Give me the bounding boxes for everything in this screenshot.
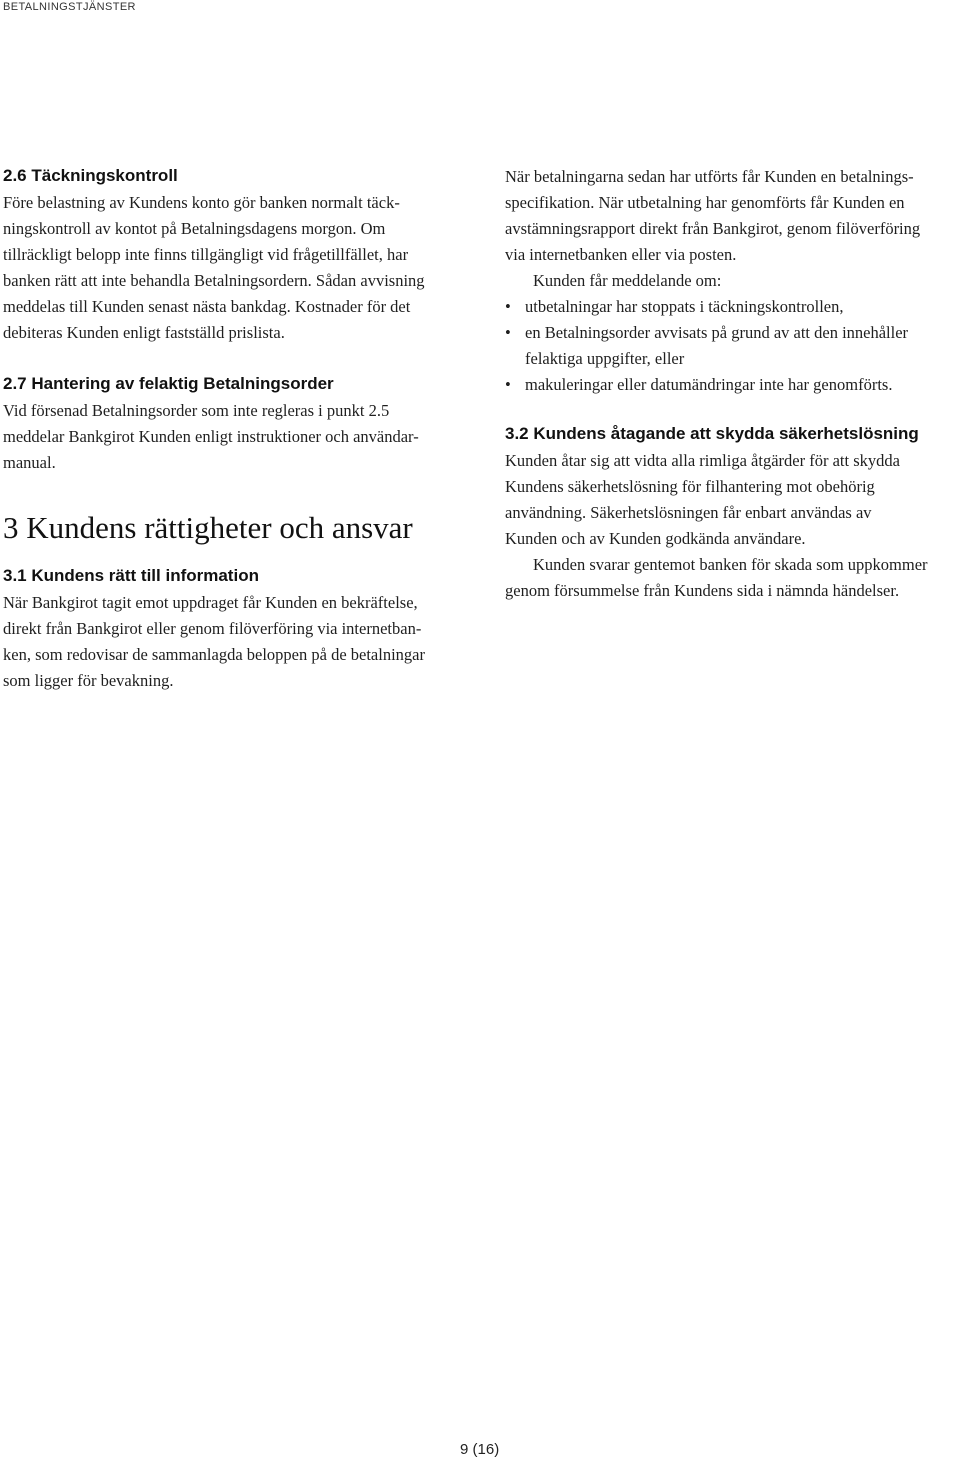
- left-column: [3, 162, 473, 694]
- body-line: via internetbanken eller via posten.: [505, 245, 737, 264]
- bullet-icon: •: [505, 297, 511, 316]
- list-item: [505, 320, 960, 372]
- body-line: Vid försenad Betalningsorder som inte regleras i punkt 2.5: [3, 401, 390, 420]
- body-line: meddelas till Kunden senast nästa bankdag. Kostnader för det: [3, 297, 411, 316]
- list-item-text: utbetalningar har stoppats i täckningskontrollen,: [525, 297, 844, 316]
- section-2-6: [3, 162, 473, 346]
- section-heading: 3.2 Kundens åtagande att skydda säkerhetslösning: [505, 424, 919, 443]
- page-number: 9 (16): [460, 1441, 500, 1458]
- body-line: användning. Säkerhetslösningen får enbart användas av: [505, 503, 872, 522]
- section-3-2: [505, 420, 960, 604]
- section-heading: 2.7 Hantering av felaktig Betalningsorder: [3, 374, 334, 393]
- body-line: debiteras Kunden enligt fastställd prislista.: [3, 323, 285, 342]
- section-body: [505, 448, 960, 604]
- body-line: Kunden svarar gentemot banken för skada som uppkommer: [533, 555, 928, 574]
- body-line: som ligger för bevakning.: [3, 671, 174, 690]
- list-item-text: felaktiga uppgifter, eller: [525, 349, 685, 368]
- section-body: [3, 190, 473, 346]
- section-2-7: [3, 370, 473, 476]
- list-item: [505, 294, 960, 320]
- body-line: avstämningsrapport direkt från Bankgirot, genom filöverföring: [505, 219, 921, 238]
- right-column: [505, 162, 960, 604]
- body-line: manual.: [3, 453, 56, 472]
- list-item: [505, 372, 960, 398]
- body-line: Kunden åtar sig att vidta alla rimliga åtgärder för att skydda: [505, 451, 900, 470]
- section-heading: 3.1 Kundens rätt till information: [3, 566, 259, 585]
- body-line: När Bankgirot tagit emot uppdraget får Kunden en bekräftelse,: [3, 593, 418, 612]
- notice-list: [505, 294, 960, 398]
- body-line: När betalningarna sedan har utförts får Kunden en betalnings-: [505, 167, 914, 186]
- intro-paragraph: [505, 164, 960, 268]
- body-line: Kundens säkerhetslösning för filhantering mot obehörig: [505, 477, 875, 496]
- body-line: direkt från Bankgirot eller genom filöverföring via internetban-: [3, 619, 422, 638]
- body-line: Kunden och av Kunden godkända användare.: [505, 529, 806, 548]
- body-line: ningskontroll av kontot på Betalningsdagens morgon. Om: [3, 219, 386, 238]
- section-3-1: [3, 562, 473, 694]
- body-line: ken, som redovisar de sammanlagda beloppen på de betalningar: [3, 645, 425, 664]
- list-item-text: en Betalningsorder avvisats på grund av att den innehåller: [525, 323, 909, 342]
- section-body: [3, 590, 473, 694]
- list-item-text: makuleringar eller datumändringar inte har genomförts.: [525, 375, 893, 394]
- bullet-icon: •: [505, 375, 511, 394]
- body-line: Före belastning av Kundens konto gör banken normalt täck-: [3, 193, 400, 212]
- body-line: tillräckligt belopp inte finns tillgängligt vid frågetillfället, har: [3, 245, 409, 264]
- bullet-icon: •: [505, 323, 511, 342]
- body-line: meddelar Bankgirot Kunden enligt instruktioner och användar-: [3, 427, 419, 446]
- chapter-heading: 3 Kundens rättigheter och ansvar: [3, 510, 413, 545]
- running-header: BETALNINGSTJÄNSTER: [3, 1, 136, 13]
- notice-intro: Kunden får meddelande om:: [533, 271, 722, 290]
- section-heading: 2.6 Täckningskontroll: [3, 166, 178, 185]
- body-line: specifikation. När utbetalning har genomförts får Kunden en: [505, 193, 905, 212]
- section-body: [3, 398, 473, 476]
- body-line: banken rätt att inte behandla Betalningsordern. Sådan avvisning: [3, 271, 425, 290]
- body-line: genom försummelse från Kundens sida i nämnda händelser.: [505, 581, 900, 600]
